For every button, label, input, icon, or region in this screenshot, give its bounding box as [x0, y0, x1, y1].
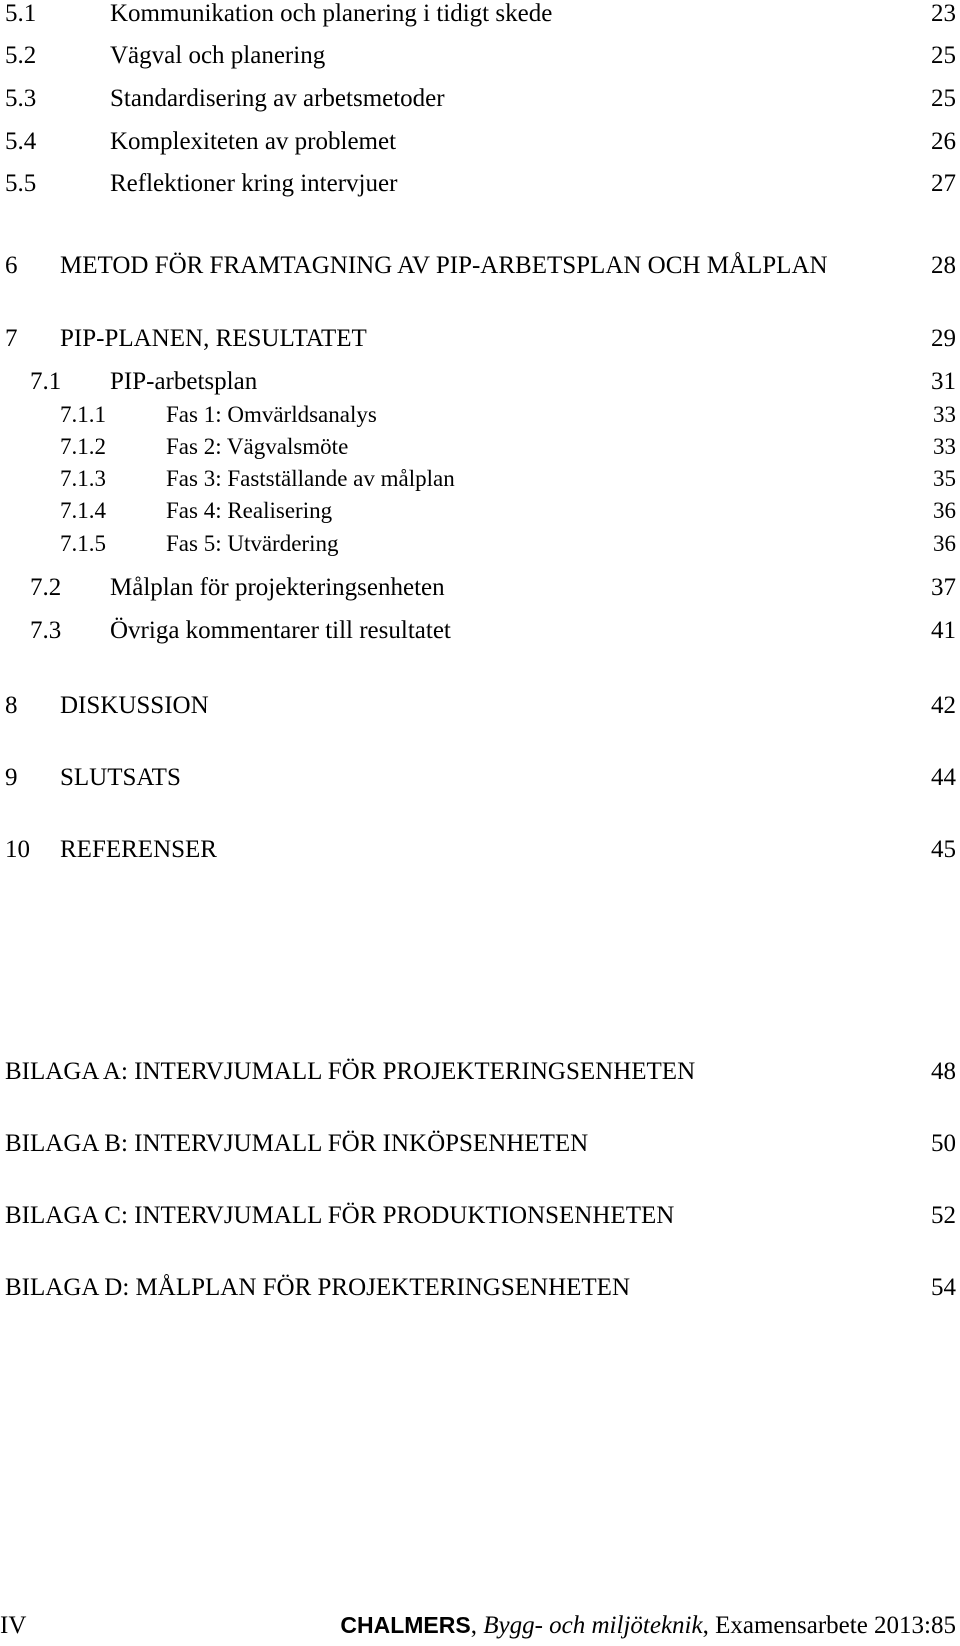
- toc-title: Övriga kommentarer till resultatet: [110, 617, 451, 644]
- toc-number: 7: [5, 325, 18, 352]
- toc-page: 36: [933, 531, 956, 556]
- toc-page: 42: [931, 692, 956, 719]
- footer-separator: ,: [470, 1612, 477, 1639]
- toc-title: PIP-arbetsplan: [110, 368, 258, 395]
- toc-page: 25: [931, 42, 956, 69]
- toc-appendix-entry[interactable]: [0, 1130, 960, 1160]
- report-number: , Examensarbete 2013:85: [702, 1612, 956, 1639]
- toc-page: 54: [931, 1274, 956, 1301]
- toc-page: 33: [933, 434, 956, 459]
- toc-entry[interactable]: [0, 368, 960, 398]
- toc-number: 7.2: [30, 574, 62, 601]
- chalmers-logo-text: CHALMERS: [340, 1612, 471, 1638]
- toc-page: 41: [931, 617, 956, 644]
- toc-chapter-entry[interactable]: [0, 764, 960, 794]
- toc-entry[interactable]: [0, 170, 960, 200]
- toc-page: 29: [931, 325, 956, 352]
- toc-title: Reflektioner kring intervjuer: [110, 170, 398, 197]
- toc-entry[interactable]: [0, 85, 960, 115]
- toc-page: 23: [931, 0, 956, 27]
- toc-entry[interactable]: [0, 0, 960, 30]
- toc-number: 5.1: [5, 0, 37, 27]
- toc-appendix-entry[interactable]: [0, 1058, 960, 1088]
- toc-title: METOD FÖR FRAMTAGNING AV PIP-ARBETSPLAN OCH MÅLPLAN: [60, 252, 828, 279]
- footer-citation: [340, 1612, 956, 1640]
- toc-number: 5.5: [5, 170, 37, 197]
- toc-page: 44: [931, 764, 956, 791]
- toc-chapter-entry[interactable]: [0, 692, 960, 722]
- toc-page: 26: [931, 128, 956, 155]
- toc-title: Kommunikation och planering i tidigt skede: [110, 0, 553, 27]
- toc-entry[interactable]: [0, 128, 960, 158]
- toc-number: 5.3: [5, 85, 37, 112]
- toc-number: 7.1.4: [60, 498, 106, 523]
- toc-entry[interactable]: [0, 402, 960, 432]
- toc-title: Fas 1: Omvärldsanalys: [166, 402, 377, 427]
- toc-page: 45: [931, 836, 956, 863]
- toc-title: Vägval och planering: [110, 42, 326, 69]
- toc-page: 31: [931, 368, 956, 395]
- toc-number: 7.1: [30, 368, 62, 395]
- toc-title: Standardisering av arbetsmetoder: [110, 85, 445, 112]
- toc-title: DISKUSSION: [60, 692, 209, 719]
- toc-chapter-entry[interactable]: [0, 252, 960, 282]
- toc-number: 7.1.1: [60, 402, 106, 427]
- toc-title: BILAGA D: MÅLPLAN FÖR PROJEKTERINGSENHETEN: [5, 1274, 631, 1301]
- toc-title: Fas 2: Vägvalsmöte: [166, 434, 349, 459]
- department-name: Bygg- och miljöteknik: [483, 1612, 703, 1639]
- toc-number: 5.4: [5, 128, 37, 155]
- toc-entry[interactable]: [0, 617, 960, 647]
- toc-page: 37: [931, 574, 956, 601]
- toc-page: 48: [931, 1058, 956, 1085]
- toc-title: Komplexiteten av problemet: [110, 128, 397, 155]
- toc-title: BILAGA A: INTERVJUMALL FÖR PROJEKTERINGSENHETEN: [5, 1058, 696, 1085]
- toc-number: 8: [5, 692, 18, 719]
- toc-chapter-entry[interactable]: [0, 325, 960, 355]
- toc-title: BILAGA B: INTERVJUMALL FÖR INKÖPSENHETEN: [5, 1130, 589, 1157]
- toc-page: 35: [933, 466, 956, 491]
- page-number: IV: [0, 1612, 27, 1639]
- toc-title: SLUTSATS: [60, 764, 181, 791]
- toc-entry[interactable]: [0, 466, 960, 496]
- toc-appendix-entry[interactable]: [0, 1202, 960, 1232]
- toc-number: 7.3: [30, 617, 62, 644]
- toc-page: 33: [933, 402, 956, 427]
- toc-number: 5.2: [5, 42, 37, 69]
- toc-title: Fas 5: Utvärdering: [166, 531, 339, 556]
- toc-number: 10: [5, 836, 30, 863]
- toc-entry[interactable]: [0, 42, 960, 72]
- toc-title: Fas 3: Fastställande av målplan: [166, 466, 455, 491]
- page-footer: [0, 1612, 960, 1646]
- toc-title: PIP-PLANEN, RESULTATET: [60, 325, 367, 352]
- toc-page: 36: [933, 498, 956, 523]
- toc-page: 52: [931, 1202, 956, 1229]
- toc-page: 50: [931, 1130, 956, 1157]
- toc-entry[interactable]: [0, 574, 960, 604]
- toc-title: Målplan för projekteringsenheten: [110, 574, 445, 601]
- toc-entry[interactable]: [0, 434, 960, 464]
- toc-chapter-entry[interactable]: [0, 836, 960, 866]
- toc-entry[interactable]: [0, 498, 960, 528]
- toc-number: 7.1.2: [60, 434, 106, 459]
- toc-appendix-entry[interactable]: [0, 1274, 960, 1304]
- toc-number: 9: [5, 764, 18, 791]
- toc-entry[interactable]: [0, 531, 960, 561]
- toc-title: BILAGA C: INTERVJUMALL FÖR PRODUKTIONSENHETEN: [5, 1202, 675, 1229]
- toc-page: 25: [931, 85, 956, 112]
- toc-title: Fas 4: Realisering: [166, 498, 333, 523]
- toc-number: 7.1.3: [60, 466, 106, 491]
- toc-number: 6: [5, 252, 18, 279]
- toc-page: 28: [931, 252, 956, 279]
- toc-number: 7.1.5: [60, 531, 106, 556]
- toc-page: 27: [931, 170, 956, 197]
- toc-title: REFERENSER: [60, 836, 217, 863]
